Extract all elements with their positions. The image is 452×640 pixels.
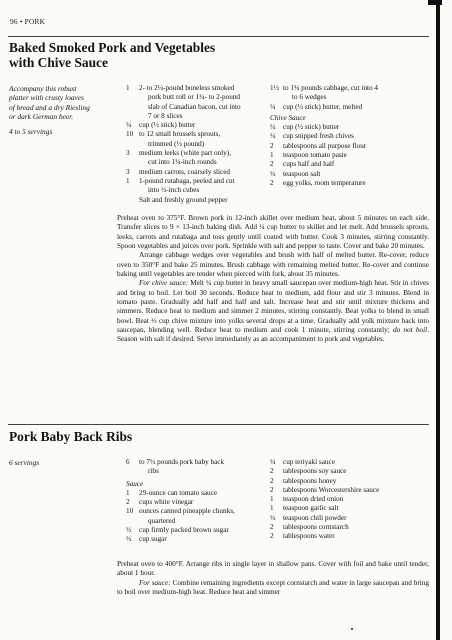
ingredient-item — [126, 130, 274, 149]
ingredient-text: tablespoons all purpose flour — [283, 141, 367, 150]
ingredient-text: to 12 small brussels sprouts, — [139, 130, 221, 139]
recipe1-servings: 4 to 5 servings — [9, 126, 53, 136]
chive-sauce-heading: Chive Sauce — [270, 113, 306, 122]
ingredient-text: tablespoons Worcestershire sauce — [283, 485, 380, 494]
recipe2-instructions — [117, 560, 429, 597]
sauce-label: For sauce: — [139, 578, 171, 587]
recipe2-title: Pork Baby Back Ribs — [9, 429, 133, 444]
ingredient-text: teaspoon dried onion — [283, 495, 344, 504]
ingredient-text: cup sugar — [139, 535, 167, 544]
ingredient-text: slab of Canadian bacon, cut into — [148, 102, 241, 111]
ingredient-item — [126, 177, 274, 196]
sidenote-line: Accompany this robust — [9, 84, 77, 93]
ingredient-quantity: 1 — [270, 495, 274, 504]
ingredient-quantity: 2 — [270, 485, 274, 494]
ingredient-text: egg yolks, room temperature — [283, 178, 366, 187]
recipe1-instructions — [117, 214, 429, 345]
ingredient-item — [126, 526, 276, 535]
recipe1-step2: Arrange cabbage wedges over vegetables and brush with half of melted butter. Re-cover, reduce oven to 350°F and bake 25 minutes. Brush cabbage with remaining melted butter. Re-cover and continue baking until vegetables are tender when pierced with fork, about 35 minutes. — [117, 251, 429, 279]
recipe1-sidenote — [9, 84, 90, 136]
ingredient-text: teaspoon garlic salt — [283, 504, 339, 513]
do-not-boil-emphasis: do not boil — [392, 326, 428, 335]
ingredient-item — [126, 489, 276, 498]
ingredient-item — [270, 160, 430, 169]
ingredient-text: to 7½ pounds pork baby back — [139, 458, 225, 466]
ingredient-text: teaspoon chili powder — [283, 513, 347, 522]
ingredient-text: tablespoons soy sauce — [283, 467, 347, 476]
recipe1-ingredients-col2 — [270, 84, 430, 188]
ingredient-text: cup snipped fresh chives — [283, 132, 354, 141]
recipe1-ingredients-col1 — [126, 84, 274, 205]
ingredient-item — [270, 532, 430, 541]
recipe1-title-line1: Baked Smoked Pork and Vegetables — [9, 40, 216, 55]
recipe2-servings: 6 servings — [9, 458, 40, 467]
ingredient-item — [126, 196, 274, 205]
recipe1-title-line2: with Chive Sauce — [9, 55, 108, 70]
ingredient-text: pork butt roll or 1¼- to 2-pound — [148, 93, 241, 102]
ingredient-text: Salt and freshly ground pepper — [139, 195, 228, 204]
scan-speck — [351, 628, 353, 630]
ingredient-item — [270, 142, 430, 151]
ingredient-quantity: 2 — [270, 532, 274, 541]
sauce-heading: Sauce — [126, 479, 144, 488]
ingredient-item — [270, 467, 430, 476]
sidenote-line: platter with crusty loaves — [9, 93, 84, 103]
ingredient-quantity: 6 — [126, 458, 130, 466]
ingredient-quantity: ½ — [126, 526, 132, 535]
ingredient-item — [126, 84, 274, 121]
ingredient-text: tablespoons cornstarch — [283, 523, 349, 532]
ingredient-item — [270, 123, 430, 132]
ingredient-quantity: 3 — [126, 167, 130, 176]
section-rule-middle — [8, 424, 429, 425]
ingredient-quantity: 1 — [270, 151, 274, 160]
ingredient-item — [270, 486, 430, 495]
ingredient-text: teaspoon tomato paste — [283, 151, 347, 160]
recipe2-step1: Preheat oven to 400°F. Arrange ribs in single layer in shallow pans. Cover with foil and bake until tender, about 1 hour. — [117, 560, 429, 578]
ingredient-item — [126, 498, 276, 507]
ingredient-quantity: ½ — [270, 169, 276, 178]
ingredient-item — [270, 477, 430, 486]
ingredient-item — [270, 458, 430, 467]
ingredient-quantity: 2 — [270, 141, 274, 150]
ingredient-item — [126, 535, 276, 544]
ingredient-item — [270, 170, 430, 179]
ingredient-text: cup (½ stick) butter — [283, 123, 340, 132]
ingredient-item — [126, 149, 274, 168]
ingredient-item — [270, 84, 430, 103]
ingredient-text: cut into 1¼-inch rounds — [148, 158, 217, 167]
sidenote-line: of bread and a dry Riesling — [9, 102, 90, 112]
ingredient-text: teaspoon salt — [283, 169, 321, 178]
ingredient-text: 1-pound rutabaga, peeled and cut — [139, 176, 235, 185]
ingredient-quantity: 1½ — [270, 84, 279, 92]
ingredient-text: medium leeks (white part only), — [139, 149, 232, 158]
ingredient-text: cup (½ stick) butter — [139, 121, 196, 130]
ingredient-item — [270, 103, 430, 112]
ingredient-item — [126, 121, 274, 130]
step3-text-a: Melt ¼ cup butter in heavy small saucepan over medium-high heat. Stir in chives and bring to boil. Let boil 30 seconds. Reduce heat to medium, add flour and stir 3 minutes. Blend in tomato paste. Gradually add half and half and salt. Increase heat and stir until mixture thickens and simmers. Reduce heat to medium and simmer 2 minutes, stirring constantly. Beat yolks to blend in small bowl. Beat ⅔ cup chive mixture into yolks several drops at a time. Gradually add yolk mixture back into saucepan, blending well. Reduce heat to medium and cook 1 minute, stirring constantly; — [117, 279, 429, 335]
ingredient-item — [270, 132, 430, 141]
ingredient-text: ribs — [148, 467, 159, 476]
ingredient-quantity: 1 — [126, 84, 130, 92]
recipe1-step3 — [117, 279, 429, 344]
chive-sauce-label: For chive sauce: — [139, 279, 189, 288]
ingredient-text: ounces canned pineapple chunks, — [139, 507, 235, 516]
ingredient-text: trimmed (½ pound) — [148, 139, 205, 148]
ingredient-quantity: 2 — [270, 467, 274, 476]
ingredient-quantity: ¼ — [270, 132, 276, 141]
step2-text: Combine remaining ingredients except cornstarch and water in large saucepan and bring to boil over medium-high heat. Reduce heat and simmer — [117, 578, 430, 597]
ingredient-quantity: 1 — [270, 504, 274, 513]
ingredient-text: 7 or 8 slices — [148, 111, 183, 120]
ingredient-item — [270, 523, 430, 532]
ingredient-text: 29-ounce can tomato sauce — [139, 488, 218, 497]
page-header: 96 • PORK — [10, 17, 46, 26]
ingredient-quantity: 1 — [126, 176, 130, 185]
ingredient-item — [126, 168, 274, 177]
ingredient-item — [126, 507, 276, 526]
page-edge-cap — [428, 0, 442, 5]
ingredient-text: quartered — [148, 516, 176, 525]
ingredient-item — [270, 514, 430, 523]
ingredient-quantity: 2 — [270, 160, 274, 169]
step3-text-b: . Season with salt if desired. Serve immediately as an accompaniment to pork and vegetables. — [117, 326, 430, 344]
ingredient-text: cup teriyaki sauce — [283, 458, 335, 466]
ingredient-quantity: 1 — [126, 488, 130, 497]
ingredient-quantity: 2 — [270, 523, 274, 532]
ingredient-text: cups half and half — [283, 160, 335, 169]
ingredient-text: tablespoons water — [283, 532, 335, 541]
ingredient-quantity: ¼ — [126, 121, 132, 130]
recipe1-title — [9, 40, 215, 70]
ingredient-item — [270, 151, 430, 160]
section-rule-top — [8, 36, 429, 37]
recipe1-step1: Preheat oven to 375°F. Brown pork in 12-inch skillet over medium heat, about 5 minutes on each side. Transfer slices to 9 × 13-inch baking dish. Add ¼ cup butter to skillet and let melt. Add brussels sprouts, leeks, carrots and rutabaga and toss gently until coated with butter. Cook 3 minutes, stirring constantly. Spoon vegetables and juices over pork. Sprinkle with salt and pepper to taste. Cover and bake 20 minutes. — [117, 214, 429, 251]
ingredient-text: 2- to 2¼-pound boneless smoked — [139, 84, 235, 92]
ingredient-item — [126, 458, 276, 477]
ingredient-quantity: ¼ — [270, 123, 276, 132]
ingredient-quantity: 3 — [126, 149, 130, 158]
ingredient-item — [270, 495, 430, 504]
ingredient-quantity: ¼ — [270, 102, 276, 111]
ingredient-quantity: 10 — [126, 130, 134, 139]
ingredient-quantity: ¼ — [270, 458, 276, 466]
ingredient-item — [270, 179, 430, 188]
ingredient-text: cup (½ stick) butter, melted — [283, 102, 363, 111]
ingredient-quantity: 10 — [126, 507, 134, 516]
ingredient-text: cups white vinegar — [139, 498, 194, 507]
sidenote-line: or dark German beer. — [9, 112, 74, 122]
ingredient-text: into ½-inch cubes — [148, 186, 200, 195]
ingredient-quantity: 2 — [270, 178, 274, 187]
recipe2-ingredients-col1 — [126, 458, 276, 545]
ingredient-quantity: 2 — [126, 498, 130, 507]
recipe2-ingredients-col2 — [270, 458, 430, 542]
recipe2-step2 — [117, 579, 429, 598]
ingredient-quantity: ½ — [126, 535, 132, 544]
ingredient-text: tablespoons honey — [283, 476, 337, 485]
ingredient-text: to 1¾ pounds cabbage, cut into 4 — [283, 84, 379, 92]
page-edge-bar — [436, 0, 440, 640]
ingredient-quantity: ½ — [270, 513, 276, 522]
ingredient-quantity: 2 — [270, 476, 274, 485]
ingredient-text: medium carrots, coarsely sliced — [139, 167, 231, 176]
ingredient-text: cup firmly packed brown sugar — [139, 526, 229, 535]
ingredient-item — [270, 504, 430, 513]
ingredient-text: to 6 wedges — [292, 93, 327, 102]
